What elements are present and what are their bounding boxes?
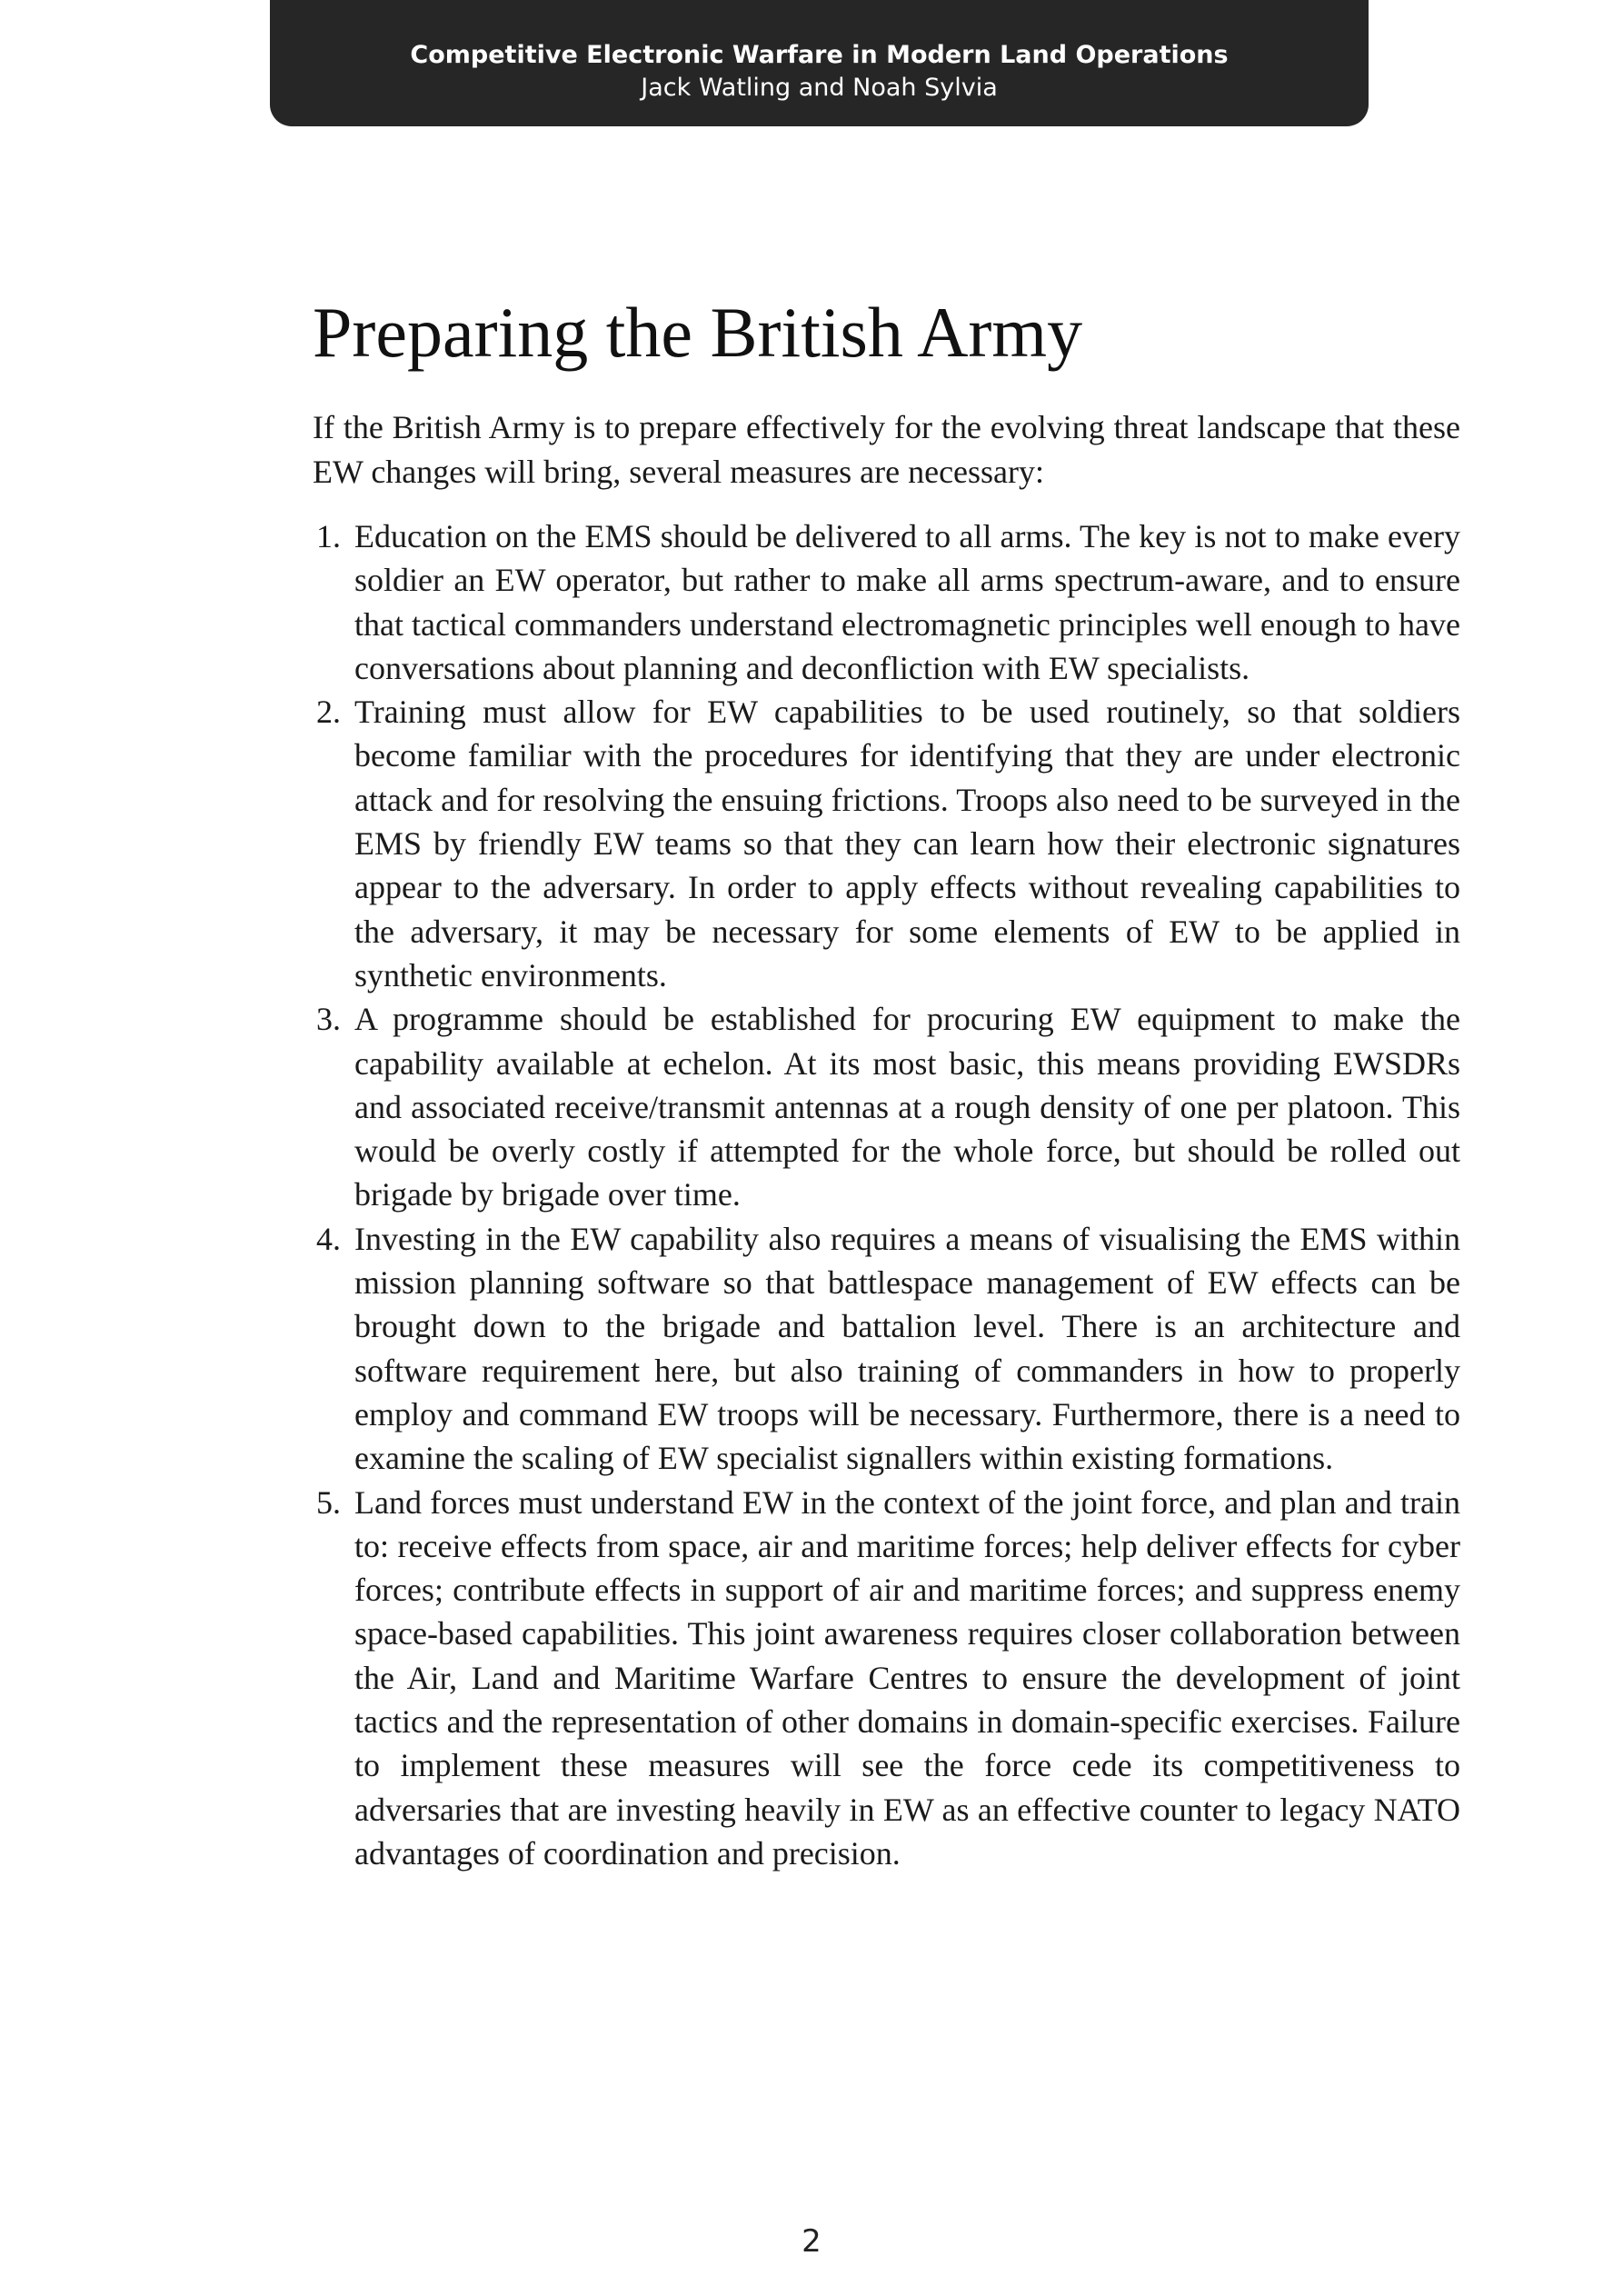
list-item-number: 5. (316, 1483, 341, 1521)
list-item-text: Land forces must understand EW in the context of the joint force, and plan and train to: receive effects from space, air and maritime forces; help deliver effects for cyber forces; contribute effects in support of air and maritime forces; and suppress enemy space-based capabilities. This joint awareness requires closer collaboration between the Air, Land and Maritime Warfare Centres to ensure the development of joint tactics and the representation of other domains in domain-specific exercises. Failure to implement these measures will see the force cede its competitiveness to adversaries that are investing heavily in EW as an effective counter to legacy NATO advantages of coordination and precision. (354, 1483, 1460, 1872)
list-item (313, 1217, 1460, 1481)
report-title: Competitive Electronic Warfare in Modern Land Operations (410, 41, 1229, 69)
list-item (313, 690, 1460, 997)
list-item-text: A programme should be established for procuring EW equipment to make the capability available at echelon. At its most basic, this means providing EWSDRs and associated receive/transmit antennas at a rough density of one per platoon. This would be overly costly if attempted for the whole force, but should be rolled out brigade by brigade over time. (354, 1001, 1460, 1213)
list-item-number: 4. (316, 1220, 341, 1257)
list-item (313, 997, 1460, 1216)
running-header (270, 0, 1369, 126)
list-item-number: 1. (316, 518, 341, 554)
report-authors: Jack Watling and Noah Sylvia (641, 74, 998, 102)
list-item-text: Training must allow for EW capabilities to be used routinely, so that soldiers become familiar with the procedures for identifying that they are under electronic attack and for resolving the ensuing frictions. Troops also need to be surveyed in the EMS by friendly EW teams so that they can learn how their electronic signatures appear to the adversary. In order to apply effects without revealing capabilities to the adversary, it may be necessary for some elements of EW to be applied in synthetic environments. (354, 694, 1460, 993)
list-item (313, 514, 1460, 690)
measures-list (313, 514, 1460, 1875)
intro-paragraph: If the British Army is to prepare effectively for the evolving threat landscape that these EW changes will bring, several measures are necessary: (313, 409, 1460, 490)
list-item-text: Education on the EMS should be delivered to all arms. The key is not to make every soldier an EW operator, but rather to make all arms spectrum-aware, and to ensure that tactical commanders understand electromagnetic principles well enough to have conversations about planning and deconfliction with EW specialists. (354, 518, 1460, 686)
section-heading: Preparing the British Army (313, 293, 1083, 372)
list-item-number: 2. (316, 694, 341, 731)
list-item-number: 3. (316, 1001, 341, 1038)
list-item (313, 1481, 1460, 1876)
list-item-text: Investing in the EW capability also requires a means of visualising the EMS within mission planning software so that battlespace management of EW effects can be brought down to the brigade and battalion level. There is an architecture and software requirement here, but also training of commanders in how to properly employ and command EW troops will be necessary. Furthermore, there is a need to examine the scaling of EW specialist signallers within existing formations. (354, 1220, 1460, 1477)
page-number: 2 (802, 2223, 821, 2260)
